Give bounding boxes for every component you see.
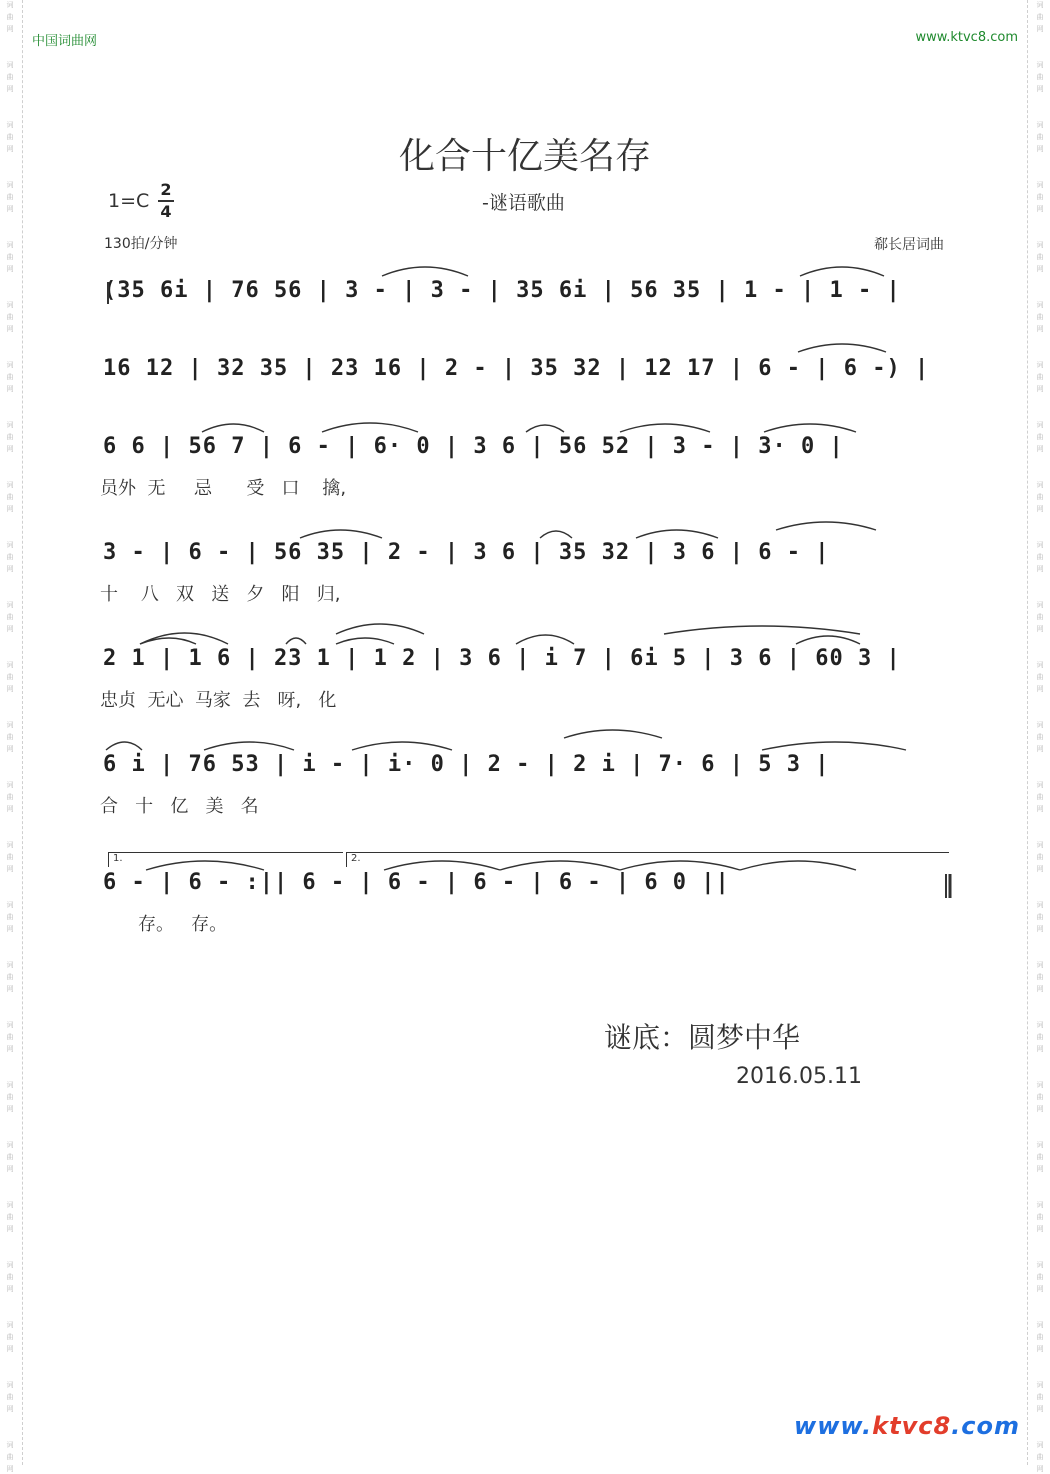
lyric-line-3: 忠贞 无心 马家 去 呀, 化	[100, 690, 337, 711]
watermark-glyph: 词	[1036, 1141, 1044, 1149]
watermark-glyph: 网	[6, 1285, 14, 1293]
watermark-glyph: 网	[6, 1405, 14, 1413]
watermark-glyph: 词	[1036, 721, 1044, 729]
watermark-glyph: 网	[6, 865, 14, 873]
watermark-glyph: 曲	[6, 193, 14, 201]
watermark-glyph: 网	[6, 205, 14, 213]
time-signature-top: 2	[160, 180, 172, 199]
watermark-glyph: 曲	[1036, 373, 1044, 381]
watermark-glyph: 词	[1036, 1, 1044, 9]
watermark-glyph: 词	[1036, 181, 1044, 189]
watermark-glyph: 词	[6, 601, 14, 609]
watermark-glyph: 曲	[1036, 673, 1044, 681]
watermark-glyph: 词	[6, 1321, 14, 1329]
watermark-glyph: 网	[1036, 85, 1044, 93]
watermark-glyph: 词	[6, 181, 14, 189]
watermark-glyph: 词	[6, 481, 14, 489]
watermark-glyph: 曲	[6, 1093, 14, 1101]
watermark-glyph: 曲	[6, 1333, 14, 1341]
watermark-glyph: 词	[6, 721, 14, 729]
watermark-glyph: 曲	[6, 1033, 14, 1041]
slur-arc	[500, 861, 620, 870]
watermark-glyph: 网	[6, 25, 14, 33]
watermark-glyph: 曲	[6, 613, 14, 621]
slur-arc	[620, 424, 710, 432]
watermark-glyph: 词	[6, 361, 14, 369]
slur-arc	[798, 344, 886, 352]
watermark-glyph: 词	[6, 781, 14, 789]
watermark-glyph: 词	[1036, 1201, 1044, 1209]
footer-logo[interactable]	[794, 1412, 1020, 1440]
watermark-glyph: 词	[6, 1381, 14, 1389]
watermark-glyph: 词	[6, 1261, 14, 1269]
slur-arc	[336, 624, 424, 634]
watermark-glyph: 词	[6, 1, 14, 9]
watermark-glyph: 词	[6, 961, 14, 969]
watermark-glyph: 网	[1036, 505, 1044, 513]
lyric-line-2: 十 八 双 送 夕 阳 归,	[100, 584, 341, 605]
watermark-glyph: 网	[1036, 1405, 1044, 1413]
watermark-glyph: 词	[1036, 601, 1044, 609]
watermark-glyph: 网	[1036, 985, 1044, 993]
watermark-glyph: 网	[6, 85, 14, 93]
date-stamp: 2016.05.11	[736, 1064, 862, 1089]
watermark-glyph: 词	[1036, 61, 1044, 69]
watermark-glyph: 曲	[1036, 973, 1044, 981]
footer-logo-brand: ktvc8	[872, 1412, 952, 1440]
slur-arc	[140, 638, 196, 644]
watermark-glyph: 词	[1036, 361, 1044, 369]
watermark-glyph: 词	[1036, 1081, 1044, 1089]
watermark-glyph: 曲	[1036, 73, 1044, 81]
watermark-glyph: 网	[1036, 685, 1044, 693]
watermark-glyph: 曲	[1036, 493, 1044, 501]
watermark-glyph: 曲	[1036, 13, 1044, 21]
slur-arc	[382, 267, 468, 276]
watermark-glyph: 网	[1036, 1345, 1044, 1353]
slur-arc	[300, 530, 382, 538]
footer-logo-suffix: .com	[951, 1412, 1020, 1440]
watermark-glyph: 词	[1036, 661, 1044, 669]
watermark-glyph: 词	[6, 421, 14, 429]
lyric-line-4: 合 十 亿 美 名	[100, 796, 259, 817]
key-signature: 1=C	[108, 190, 150, 212]
watermark-glyph: 网	[6, 265, 14, 273]
watermark-glyph: 网	[6, 925, 14, 933]
watermark-glyph: 网	[1036, 1105, 1044, 1113]
watermark-glyph: 曲	[1036, 1273, 1044, 1281]
watermark-glyph: 词	[6, 1081, 14, 1089]
slur-arc	[202, 424, 264, 432]
watermark-glyph: 网	[1036, 265, 1044, 273]
watermark-glyph: 网	[1036, 445, 1044, 453]
watermark-glyph: 网	[1036, 805, 1044, 813]
watermark-glyph: 网	[1036, 205, 1044, 213]
watermark-glyph: 网	[1036, 925, 1044, 933]
slur-arc	[664, 626, 860, 634]
slur-arc	[564, 730, 662, 738]
lyric-line-1: 员外 无 忌 受 口 擒,	[100, 478, 347, 499]
volta-first-ending: 1.	[108, 852, 343, 867]
slur-arc	[336, 638, 394, 644]
watermark-glyph: 网	[6, 385, 14, 393]
watermark-glyph: 曲	[1036, 313, 1044, 321]
watermark-glyph: 词	[1036, 1381, 1044, 1389]
watermark-glyph: 词	[6, 241, 14, 249]
watermark-glyph: 网	[6, 625, 14, 633]
watermark-glyph: 曲	[1036, 853, 1044, 861]
watermark-glyph: 词	[1036, 241, 1044, 249]
slur-arc	[636, 530, 718, 538]
watermark-glyph: 曲	[6, 13, 14, 21]
watermark-glyph: 网	[1036, 145, 1044, 153]
watermark-glyph: 词	[6, 301, 14, 309]
watermark-glyph: 网	[6, 805, 14, 813]
watermark-glyph: 曲	[6, 673, 14, 681]
slur-arc	[146, 861, 264, 870]
watermark-glyph: 词	[1036, 1261, 1044, 1269]
watermark-glyph: 网	[6, 1345, 14, 1353]
watermark-glyph: 词	[6, 901, 14, 909]
score-line-3: 6 6 | 56 7 | 6 - | 6· 0 | 3 6 | 56 52 | 3 - | 3· 0 |	[103, 434, 844, 459]
watermark-glyph: 网	[1036, 565, 1044, 573]
watermark-glyph: 网	[6, 1225, 14, 1233]
watermark-glyph: 网	[6, 145, 14, 153]
slur-arc	[516, 635, 574, 644]
watermark-glyph: 曲	[6, 1453, 14, 1461]
watermark-glyph: 曲	[6, 973, 14, 981]
watermark-glyph: 曲	[1036, 1333, 1044, 1341]
site-url[interactable]: www.ktvc8.com	[915, 30, 1018, 45]
watermark-glyph: 曲	[1036, 1153, 1044, 1161]
watermark-glyph: 曲	[1036, 1213, 1044, 1221]
slur-arc	[526, 425, 564, 432]
watermark-glyph: 曲	[6, 73, 14, 81]
watermark-glyph: 词	[6, 541, 14, 549]
watermark-glyph: 网	[1036, 1465, 1044, 1473]
slur-arc	[384, 861, 500, 870]
watermark-glyph: 曲	[1036, 193, 1044, 201]
watermark-glyph: 曲	[6, 793, 14, 801]
watermark-glyph: 词	[1036, 1321, 1044, 1329]
watermark-glyph: 曲	[6, 853, 14, 861]
watermark-glyph: 网	[6, 985, 14, 993]
slur-arc	[540, 531, 572, 538]
slur-arc	[764, 424, 856, 432]
slur-arc	[620, 861, 740, 870]
slur-arc	[762, 742, 906, 750]
score-line-5: 2 1 | 1 6 | 23 1 | 1 2 | 3 6 | i 7 | 6i 5 | 3 6 | 60 3 |	[103, 646, 901, 671]
watermark-glyph: 词	[6, 1441, 14, 1449]
slur-arc	[740, 861, 856, 870]
watermark-glyph: 曲	[1036, 913, 1044, 921]
watermark-glyph: 词	[1036, 1441, 1044, 1449]
watermark-glyph: 曲	[6, 913, 14, 921]
score-line-6: 6 i | 76 53 | i - | i· 0 | 2 - | 2 i | 7· 6 | 5 3 |	[103, 752, 830, 777]
score-line-1: (35 6i | 76 56 | 3 - | 3 - | 35 6i | 56 35 | 1 - | 1 - |	[103, 278, 901, 303]
watermark-glyph: 网	[1036, 1225, 1044, 1233]
watermark-glyph: 词	[1036, 961, 1044, 969]
watermark-glyph: 曲	[6, 1213, 14, 1221]
slur-arc	[352, 742, 452, 750]
watermark-glyph: 网	[6, 565, 14, 573]
watermark-glyph: 曲	[1036, 1093, 1044, 1101]
watermark-glyph: 词	[1036, 301, 1044, 309]
song-subtitle: -谜语歌曲	[482, 192, 565, 214]
watermark-glyph: 网	[1036, 25, 1044, 33]
site-name[interactable]: 中国词曲网	[32, 34, 98, 49]
slur-arc	[286, 638, 306, 644]
watermark-glyph: 曲	[1036, 133, 1044, 141]
slur-arc	[776, 522, 876, 530]
watermark-glyph: 曲	[6, 433, 14, 441]
watermark-glyph: 网	[1036, 745, 1044, 753]
volta-second-ending: 2.	[346, 852, 949, 867]
score-line-4: 3 - | 6 - | 56 35 | 2 - | 3 6 | 35 32 | 3 6 | 6 - |	[103, 540, 830, 565]
slur-arc	[322, 423, 418, 432]
watermark-glyph: 网	[6, 325, 14, 333]
song-title: 化合十亿美名存	[398, 136, 651, 177]
watermark-glyph: 网	[1036, 1165, 1044, 1173]
watermark-glyph: 网	[6, 505, 14, 513]
watermark-glyph: 词	[1036, 781, 1044, 789]
composer-credit: 郗长居词曲	[874, 237, 944, 253]
slur-arc	[204, 742, 294, 750]
slur-arc	[800, 267, 884, 276]
watermark-glyph: 曲	[1036, 1453, 1044, 1461]
watermark-glyph: 词	[1036, 901, 1044, 909]
watermark-glyph: 词	[1036, 841, 1044, 849]
watermark-glyph: 曲	[6, 1393, 14, 1401]
footer-logo-prefix: www.	[794, 1412, 873, 1440]
watermark-glyph: 词	[6, 1021, 14, 1029]
watermark-glyph: 词	[1036, 121, 1044, 129]
watermark-glyph: 词	[6, 61, 14, 69]
watermark-glyph: 曲	[6, 373, 14, 381]
watermark-glyph: 曲	[6, 1273, 14, 1281]
riddle-answer: 谜底：圆梦中华	[604, 1021, 801, 1054]
watermark-glyph: 曲	[6, 553, 14, 561]
slur-arc	[140, 633, 228, 644]
watermark-glyph: 词	[1036, 481, 1044, 489]
watermark-glyph: 曲	[6, 133, 14, 141]
watermark-glyph: 网	[1036, 1045, 1044, 1053]
watermark-glyph: 网	[6, 1165, 14, 1173]
watermark-glyph: 网	[6, 1045, 14, 1053]
watermark-glyph: 网	[6, 1465, 14, 1473]
watermark-glyph: 网	[1036, 325, 1044, 333]
watermark-glyph: 词	[1036, 1021, 1044, 1029]
watermark-glyph: 曲	[1036, 253, 1044, 261]
score-line-2: 16 12 | 32 35 | 23 16 | 2 - | 35 32 | 12 17 | 6 - | 6 -) |	[103, 356, 930, 381]
watermark-glyph: 网	[1036, 1285, 1044, 1293]
watermark-glyph: 曲	[1036, 1393, 1044, 1401]
watermark-glyph: 网	[1036, 625, 1044, 633]
time-signature-bottom: 4	[158, 200, 174, 222]
watermark-glyph: 词	[6, 121, 14, 129]
watermark-glyph: 网	[6, 685, 14, 693]
watermark-glyph: 词	[6, 1201, 14, 1209]
watermark-glyph: 曲	[6, 313, 14, 321]
watermark-glyph: 词	[6, 661, 14, 669]
watermark-glyph: 网	[6, 745, 14, 753]
watermark-glyph: 曲	[1036, 793, 1044, 801]
watermark-glyph: 曲	[6, 1153, 14, 1161]
watermark-glyph: 曲	[6, 493, 14, 501]
score-line-7: 6 - | 6 - :|| 6 - | 6 - | 6 - | 6 - | 6 0 ||	[103, 870, 730, 895]
tempo-marking: 130拍/分钟	[104, 236, 178, 252]
watermark-glyph: 曲	[1036, 1033, 1044, 1041]
lyric-line-5: 存。 存。	[138, 914, 228, 935]
watermark-glyph: 网	[6, 1105, 14, 1113]
watermark-glyph: 词	[1036, 541, 1044, 549]
watermark-glyph: 词	[1036, 421, 1044, 429]
watermark-glyph: 词	[6, 1141, 14, 1149]
watermark-glyph: 网	[1036, 385, 1044, 393]
watermark-glyph: 曲	[1036, 613, 1044, 621]
watermark-glyph: 曲	[1036, 553, 1044, 561]
watermark-glyph: 曲	[6, 253, 14, 261]
watermark-glyph: 曲	[1036, 433, 1044, 441]
watermark-glyph: 网	[6, 445, 14, 453]
slur-arc	[106, 742, 142, 750]
watermark-glyph: 网	[1036, 865, 1044, 873]
watermark-glyph: 曲	[6, 733, 14, 741]
slur-arc	[796, 636, 860, 644]
watermark-glyph: 词	[6, 841, 14, 849]
watermark-glyph: 曲	[1036, 733, 1044, 741]
